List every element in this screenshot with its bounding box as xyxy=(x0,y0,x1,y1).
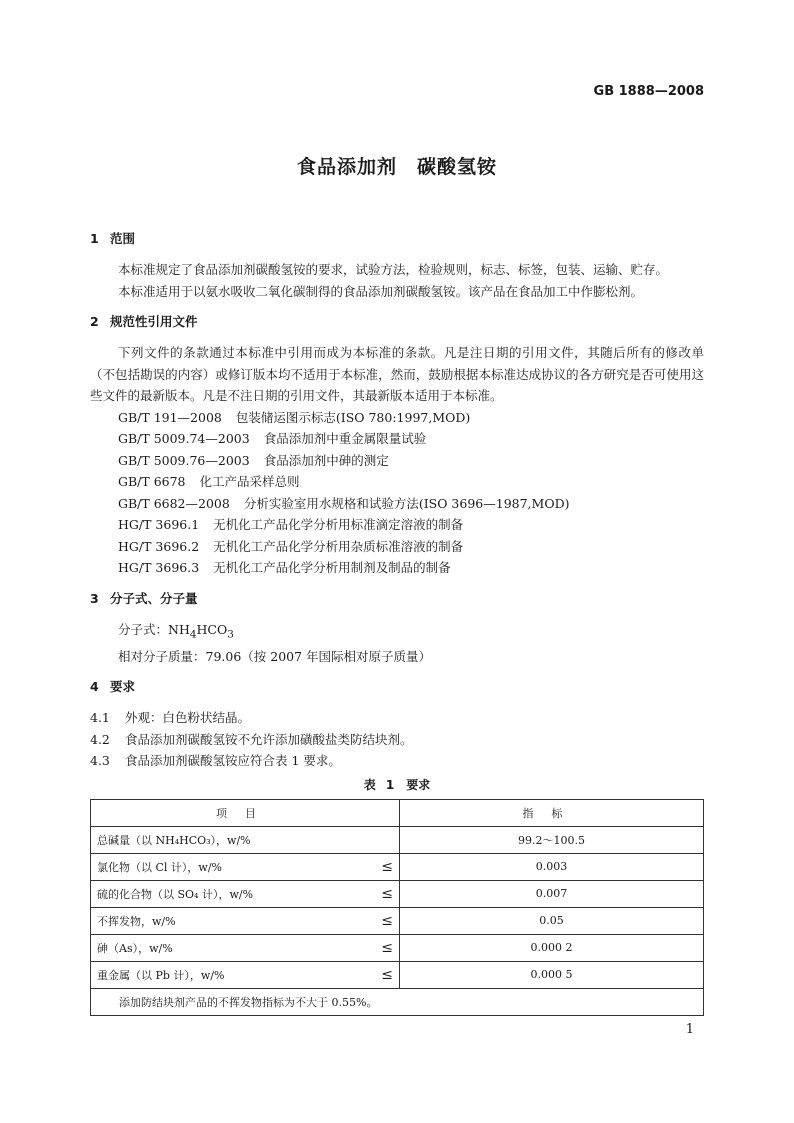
section-heading-2: 2 规范性引用文件 xyxy=(90,314,198,329)
comparison-sign: ≤ xyxy=(381,966,393,983)
value-cell: 0.000 2 xyxy=(400,934,704,961)
item-cell: 硫的化合物（以 SO₄ 计），w/% xyxy=(97,887,254,901)
value-cell: 99.2～100.5 xyxy=(400,826,704,853)
table-header-row xyxy=(91,799,704,826)
section-heading-3: 3 分子式、分子量 xyxy=(90,590,198,606)
reference-item: GB/T 6678 化工产品采样总则 xyxy=(118,474,300,489)
paragraph: 下列文件的条款通过本标准中引用而成为本标准的条款。凡是注日期的引用文件，其随后所有的修改单（不包括勘误的内容）或修订版本均不适用于本标准，然而，鼓励根据本标准达成协议的各方研究是否可使用这些文件的最新版本。凡是不注日期的引用文件，其最新版本适用于本标准。 xyxy=(90,345,704,403)
item-cell: 重金属（以 Pb 计），w/% xyxy=(97,968,225,982)
column-header-value: 指标 xyxy=(400,799,704,826)
requirement-item: 4.2 食品添加剂碳酸氢铵不允许添加磺酸盐类防结块剂。 xyxy=(90,731,413,747)
item-cell: 不挥发物，w/% xyxy=(97,914,176,928)
reference-item: GB/T 6682—2008 分析实验室用水规格和试验方法(ISO 3696—1987,MOD) xyxy=(118,495,570,511)
value-cell: 0.003 xyxy=(400,853,704,880)
value-cell: 0.000 5 xyxy=(400,961,704,988)
molecular-mass: 相对分子质量：79.06（按 2007 年国际相对原子质量） xyxy=(118,648,432,664)
paragraph: 本标准规定了食品添加剂碳酸氢铵的要求，试验方法，检验规则，标志、标签，包装、运输、贮存。 xyxy=(118,262,669,277)
table-note: 添加防结块剂产品的不挥发物指标为不大于 0.55%。 xyxy=(91,988,704,1015)
value-cell: 0.05 xyxy=(400,907,704,934)
comparison-sign: ≤ xyxy=(381,939,393,956)
molecular-formula: 分子式：$NH_4HCO_3$ xyxy=(118,621,234,640)
reference-item: GB/T 191—2008 包装储运图示标志(ISO 780:1997,MOD) xyxy=(118,409,471,425)
comparison-sign: ≤ xyxy=(381,885,393,902)
table-row xyxy=(91,853,704,880)
reference-item: HG/T 3696.2 无机化工产品化学分析用杂质标准溶液的制备 xyxy=(118,538,464,554)
reference-item: GB/T 5009.76—2003 食品添加剂中砷的测定 xyxy=(118,452,389,468)
table-row xyxy=(91,826,704,853)
item-cell: 总碱量（以 NH₄HCO₃），w/% xyxy=(97,833,251,847)
comparison-sign: ≤ xyxy=(381,912,393,929)
requirements-table xyxy=(90,799,704,1016)
paragraph: 本标准适用于以氨水吸收二氧化碳制得的食品添加剂碳酸氢铵。该产品在食品加工中作膨松剂。 xyxy=(118,283,644,299)
table-row xyxy=(91,907,704,934)
table-note-row xyxy=(91,988,704,1015)
column-header-item: 项目 xyxy=(91,799,400,826)
item-cell: 砷（As），w/% xyxy=(97,941,173,955)
requirement-item: 4.1 外观：白色粉状结晶。 xyxy=(90,710,251,725)
section-heading-1: 1 范围 xyxy=(90,231,136,246)
item-cell: 氯化物（以 Cl 计），w/% xyxy=(97,860,223,874)
comparison-sign: ≤ xyxy=(381,858,393,875)
requirement-item: 4.3 食品添加剂碳酸氢铵应符合表 1 要求。 xyxy=(90,753,341,768)
reference-item: GB/T 5009.74—2003 食品添加剂中重金属限量试验 xyxy=(118,431,427,446)
standard-number: GB 1888—2008 xyxy=(593,84,704,99)
document-title: 食品添加剂 碳酸氢铵 xyxy=(296,156,497,178)
document-body xyxy=(90,228,704,1016)
table-row xyxy=(91,880,704,907)
reference-item: HG/T 3696.1 无机化工产品化学分析用标准滴定溶液的制备 xyxy=(118,517,464,532)
reference-item: HG/T 3696.3 无机化工产品化学分析用制剂及制品的制备 xyxy=(118,560,451,575)
page-number: 1 xyxy=(685,1022,694,1037)
section-heading-4: 4 要求 xyxy=(90,679,136,694)
value-cell: 0.007 xyxy=(400,880,704,907)
table-row xyxy=(91,961,704,988)
table-row xyxy=(91,934,704,961)
table-caption: 表 1 要求 xyxy=(363,777,431,792)
